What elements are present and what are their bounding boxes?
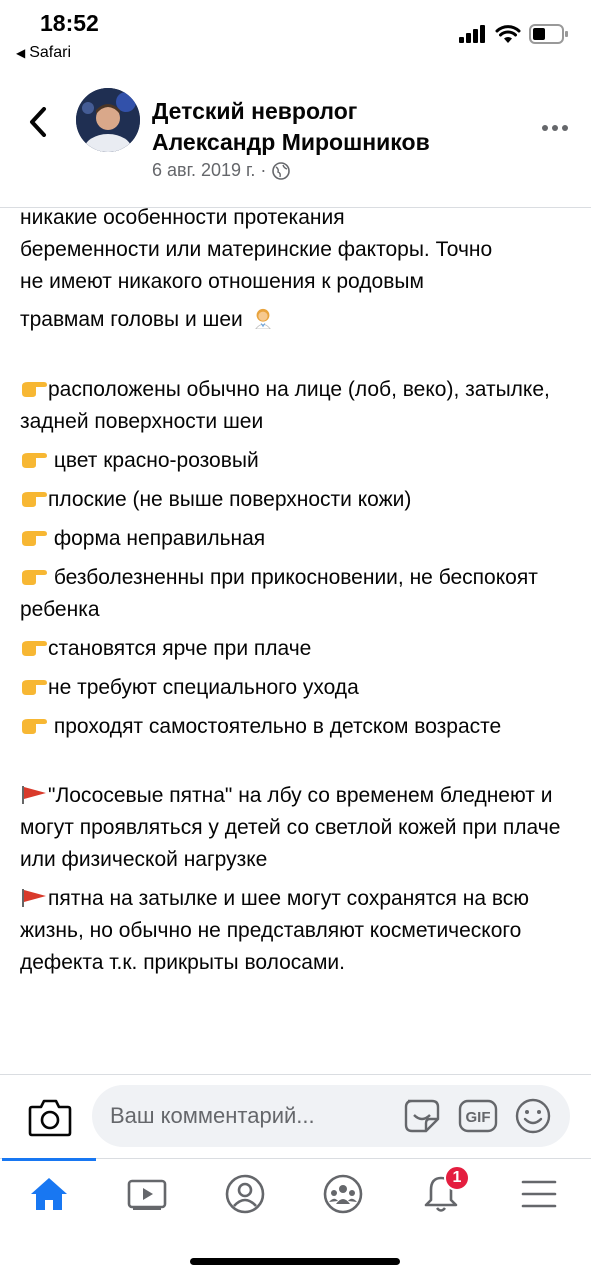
battery-icon <box>529 24 569 44</box>
wifi-icon <box>495 25 521 44</box>
menu-icon <box>521 1179 557 1209</box>
pointing-right-icon <box>20 675 48 697</box>
tab-video[interactable] <box>98 1159 196 1229</box>
sticker-icon <box>402 1097 442 1135</box>
list-item-text: не требуют специального ухода <box>48 676 359 699</box>
avatar-photo-icon <box>76 88 140 152</box>
post-line: не имеют никакого отношения к родовым <box>20 270 424 293</box>
list-item-text: цвет красно-розовый <box>48 449 259 472</box>
post-line-text: травмам головы и шеи <box>20 308 243 331</box>
pointing-right-icon <box>20 487 48 509</box>
post-line-last <box>20 304 576 336</box>
smiley-icon <box>514 1097 552 1135</box>
list-item <box>20 672 576 704</box>
home-icon <box>29 1176 69 1212</box>
post-date[interactable]: 6 авг. 2019 г. · <box>152 160 267 180</box>
list-item-text: проходят самостоятельно в детском возрасте <box>48 715 502 738</box>
globe-icon <box>272 162 290 180</box>
list-item-text: становятся ярче при плаче <box>48 637 312 660</box>
author-name[interactable]: Детский невролог Александр Мирошников <box>152 98 430 155</box>
tab-notifications[interactable] <box>392 1159 490 1229</box>
list-item <box>20 633 576 665</box>
flag-item-text: "Лососевые пятна" на лбу со временем бледнеют и могут проявляться у детей со светлой кожей при плаче или физической нагрузке <box>20 784 561 871</box>
list-item-text: плоские (не выше поверхности кожи) <box>48 488 412 511</box>
chevron-left-icon <box>28 107 48 137</box>
status-bar <box>0 0 591 72</box>
flag-item <box>20 883 576 979</box>
svg-text:GIF: GIF <box>465 1109 491 1126</box>
woman-health-worker-icon <box>249 307 277 329</box>
post-line: беременности или материнские факторы. Точно <box>20 238 493 261</box>
pointing-right-icon <box>20 636 48 658</box>
status-time: 18:52 <box>40 10 99 36</box>
red-flag-icon <box>20 886 48 908</box>
more-options-button[interactable] <box>541 108 569 139</box>
pointing-right-icon <box>20 565 48 587</box>
gif-button[interactable] <box>458 1099 498 1133</box>
flag-item-text: пятна на затылке и шее могут сохранятся на всю жизнь, но обычно не представляют косметического дефекта т.к. прикрыты волосами. <box>20 887 530 974</box>
groups-icon <box>322 1174 364 1214</box>
post-body <box>20 208 576 1074</box>
camera-icon <box>28 1097 72 1137</box>
list-item <box>20 562 576 626</box>
list-item-text: расположены обычно на лице (лоб, веко), затылке, задней поверхности шеи <box>20 378 550 433</box>
gif-icon <box>458 1099 498 1133</box>
list-item <box>20 445 576 477</box>
tab-profile[interactable] <box>196 1159 294 1229</box>
comment-box <box>92 1085 570 1147</box>
pointing-right-icon <box>20 526 48 548</box>
video-icon <box>127 1177 167 1211</box>
comment-input[interactable] <box>110 1085 390 1147</box>
post-meta <box>152 160 290 181</box>
pointing-right-icon <box>20 448 48 470</box>
home-indicator[interactable] <box>190 1258 400 1265</box>
tab-home[interactable] <box>0 1159 98 1229</box>
more-dots-icon <box>541 124 569 132</box>
profile-icon <box>225 1174 265 1214</box>
back-triangle-icon: ◀ <box>16 46 26 60</box>
back-app-label: Safari <box>29 44 72 61</box>
list-item-text: безболезненны при прикосновении, не беспокоят ребенка <box>20 566 538 621</box>
list-item <box>20 711 576 743</box>
flag-item <box>20 780 576 876</box>
red-flag-icon <box>20 783 48 805</box>
back-to-safari[interactable] <box>16 44 71 62</box>
pointing-right-icon <box>20 714 48 736</box>
author-avatar[interactable] <box>76 88 140 152</box>
pointing-right-icon <box>20 377 48 399</box>
tab-menu[interactable] <box>490 1159 588 1229</box>
back-button[interactable] <box>20 102 56 142</box>
camera-button[interactable] <box>28 1097 72 1137</box>
signal-icon <box>459 25 487 43</box>
status-indicators <box>459 24 569 44</box>
post-header <box>0 72 591 208</box>
tab-groups[interactable] <box>294 1159 392 1229</box>
list-item <box>20 484 576 516</box>
list-item <box>20 374 576 438</box>
post-line: никакие особенности протекания <box>20 208 345 229</box>
emoji-button[interactable] <box>514 1097 552 1135</box>
sticker-button[interactable] <box>402 1097 442 1135</box>
list-item-text: форма неправильная <box>48 527 266 550</box>
notification-badge: 1 <box>444 1165 470 1191</box>
comment-bar <box>0 1074 591 1158</box>
list-item <box>20 523 576 555</box>
